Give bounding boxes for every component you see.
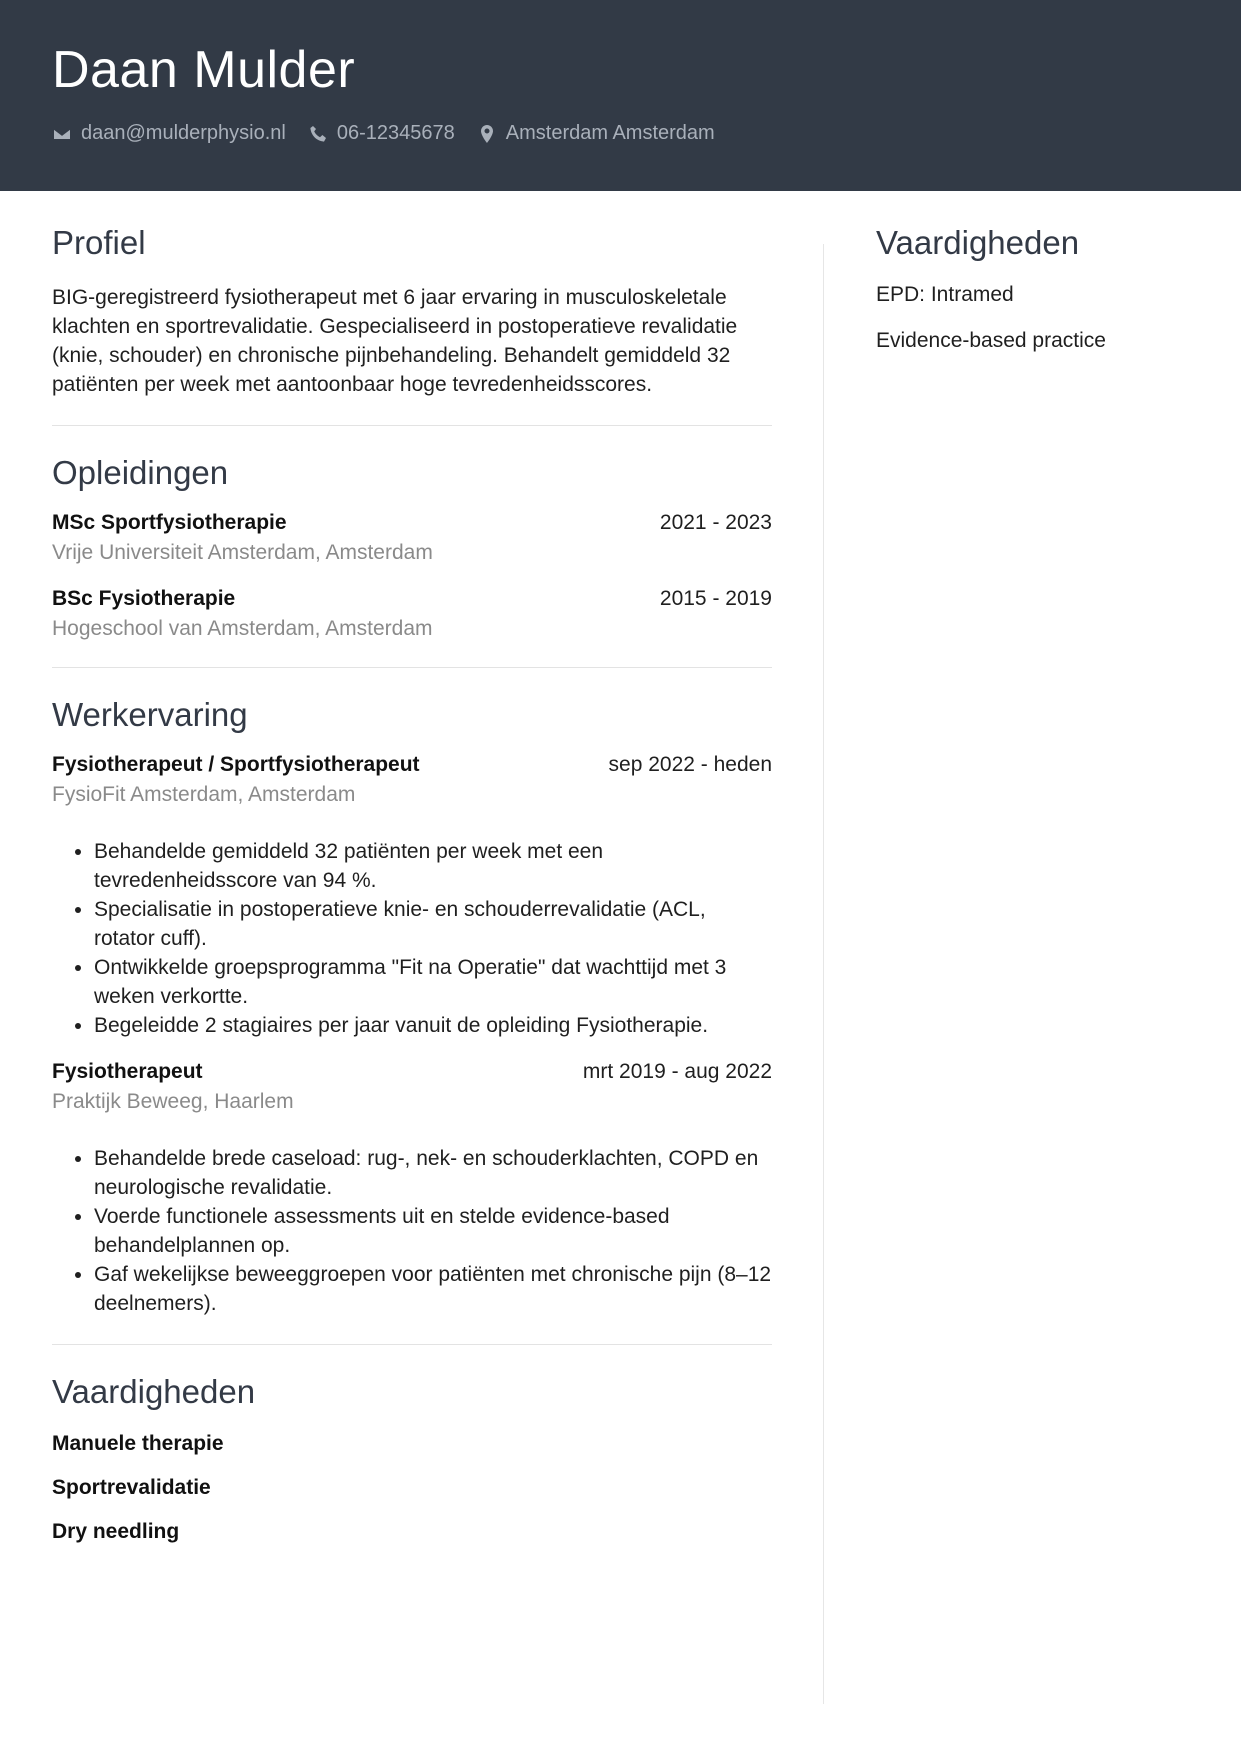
education-institution: Hogeschool van Amsterdam, Amsterdam <box>52 616 433 640</box>
education-heading: Opleidingen <box>52 453 229 491</box>
skill-item: Evidence-based practice <box>876 328 1106 352</box>
location-text: Amsterdam Amsterdam <box>505 122 715 144</box>
job-bullets <box>52 837 772 1040</box>
map-pin-icon <box>477 124 497 144</box>
envelope-icon <box>52 124 72 144</box>
skills-side-heading: Vaardigheden <box>876 224 1080 261</box>
education-item <box>52 511 772 565</box>
education-date: 2015 - 2019 <box>659 586 772 610</box>
phone-icon <box>308 124 328 144</box>
email-text: daan@mulderphysio.nl <box>81 122 286 144</box>
candidate-name: Daan Mulder <box>52 41 356 99</box>
experience-item <box>52 753 772 1040</box>
column-divider <box>823 244 824 1704</box>
experience-item <box>52 1060 772 1318</box>
contact-row <box>52 122 737 145</box>
experience-section <box>52 694 772 1345</box>
job-date: sep 2022 - heden <box>608 752 772 776</box>
skill-item: EPD: Intramed <box>876 282 1014 306</box>
list-item: • Behandelde gemiddeld 32 patiënten per week met een tevredenheidsscore van 94 %. <box>94 837 772 895</box>
skills-main-section <box>52 1371 772 1570</box>
skill-item: Sportrevalidatie <box>52 1475 211 1499</box>
main-column <box>52 222 772 1596</box>
contact-email[interactable] <box>52 122 286 145</box>
skill-item: Dry needling <box>52 1519 180 1543</box>
list-item: • Specialisatie in postoperatieve knie- en schouderrevalidatie (ACL, rotator cuff). <box>94 895 772 953</box>
education-title: BSc Fysiotherapie <box>52 586 236 610</box>
contact-location <box>477 122 715 145</box>
education-item <box>52 587 772 641</box>
profile-text: BIG-geregistreerd fysiotherapeut met 6 jaar ervaring in musculoskeletale klachten en sportrevalidatie. Gespecialiseerd in postoperatieve revalidatie (knie, schouder) en chronische pijnbehandeling. Behandelt gemiddeld 32 patiënten per week met aantoonbaar hoge tevredenheidsscores. <box>52 285 738 396</box>
experience-heading: Werkervaring <box>52 695 248 733</box>
list-item: • Voerde functionele assessments uit en stelde evidence-based behandelplannen op. <box>94 1202 772 1260</box>
phone-text: 06-12345678 <box>336 122 455 144</box>
skill-item: Manuele therapie <box>52 1431 224 1455</box>
list-item: • Behandelde brede caseload: rug-, nek- en schouderklachten, COPD en neurologische revalidatie. <box>94 1144 772 1202</box>
list-item: • Begeleidde 2 stagiaires per jaar vanuit de opleiding Fysiotherapie. <box>94 1011 772 1040</box>
education-section <box>52 452 772 668</box>
job-title: Fysiotherapeut / Sportfysiotherapeut <box>52 752 420 776</box>
job-title: Fysiotherapeut <box>52 1059 203 1083</box>
profile-heading: Profiel <box>52 224 146 261</box>
sidebar-column <box>876 222 1196 353</box>
job-employer: FysioFit Amsterdam, Amsterdam <box>52 782 356 806</box>
education-title: MSc Sportfysiotherapie <box>52 510 287 534</box>
job-bullets <box>52 1144 772 1318</box>
education-institution: Vrije Universiteit Amsterdam, Amsterdam <box>52 540 433 564</box>
list-item: • Ontwikkelde groepsprogramma "Fit na Operatie" dat wachttijd met 3 weken verkortte. <box>94 953 772 1011</box>
profile-section <box>52 222 772 426</box>
list-item: • Gaf wekelijkse beweeggroepen voor patiënten met chronische pijn (8–12 deelnemers). <box>94 1260 772 1318</box>
job-employer: Praktijk Beweeg, Haarlem <box>52 1089 294 1113</box>
job-date: mrt 2019 - aug 2022 <box>582 1059 772 1083</box>
header-banner <box>0 0 1241 191</box>
skills-main-heading: Vaardigheden <box>52 1372 256 1410</box>
contact-phone[interactable] <box>308 122 455 145</box>
education-date: 2021 - 2023 <box>659 510 772 534</box>
